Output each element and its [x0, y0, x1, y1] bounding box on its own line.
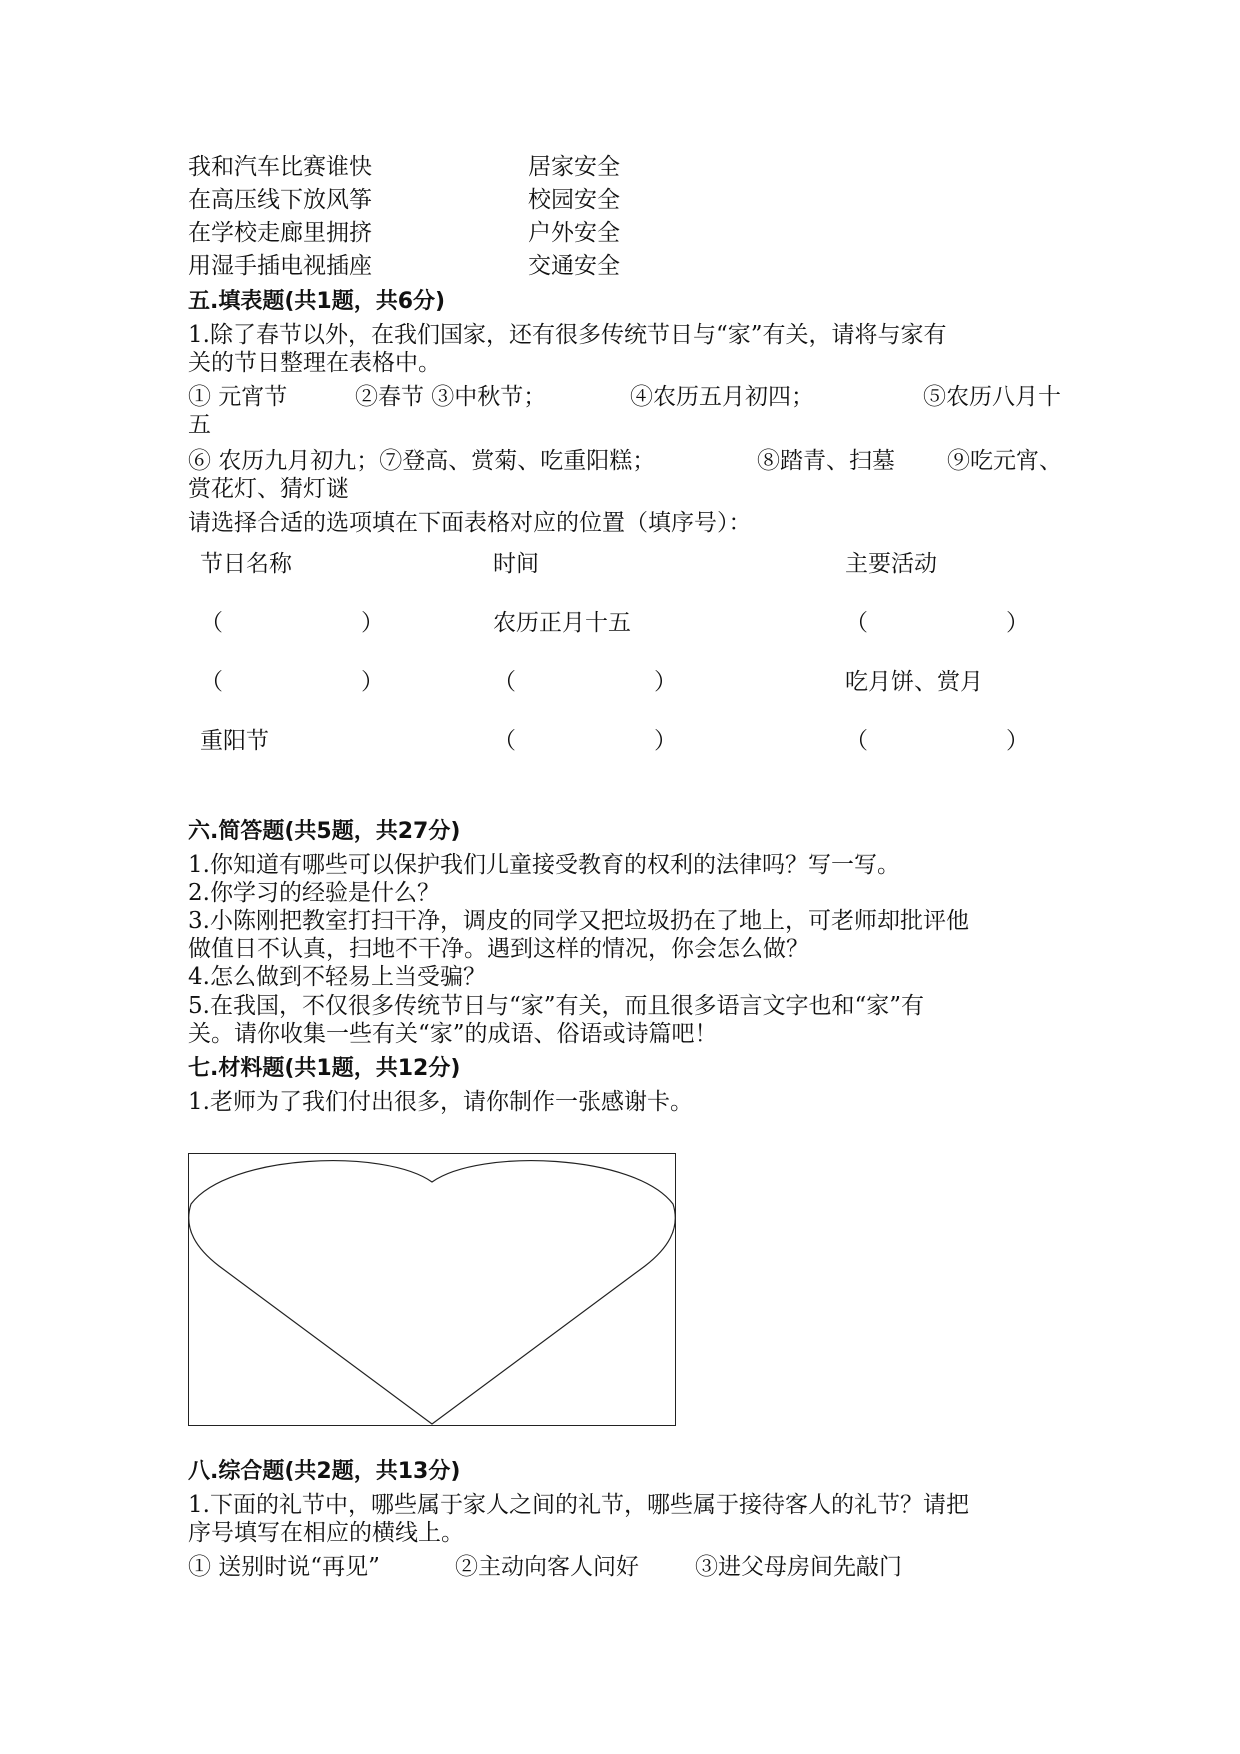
s6-line-5: 4.怎么做到不轻易上当受骗？ — [188, 964, 486, 990]
table-cell-r1-name[interactable]: （ ） — [200, 610, 384, 636]
table-cell-r2-time[interactable]: （ ） — [493, 669, 677, 695]
s5-option-9: ⑨吃元宵、 — [947, 448, 1062, 474]
match-left-3: 在学校走廊里拥挤 — [188, 220, 372, 246]
section-6-title: 六.简答题(共5题，共27分) — [188, 819, 461, 844]
table-header-name: 节日名称 — [200, 551, 292, 577]
s8-option-2: ②主动向客人问好 — [455, 1554, 639, 1580]
table-header-time: 时间 — [493, 551, 539, 577]
s5-instruction: 请选择合适的选项填在下面表格对应的位置（填序号）： — [188, 510, 752, 536]
s5-question-line-1: 1.除了春节以外，在我们国家，还有很多传统节日与“家”有关，请将与家有 — [188, 322, 947, 348]
s5-option-8: ⑧踏青、扫墓 — [757, 448, 895, 474]
s7-question: 1.老师为了我们付出很多，请你制作一张感谢卡。 — [188, 1089, 693, 1115]
s5-option-4: ④农历五月初四； — [630, 384, 814, 410]
match-left-4: 用湿手插电视插座 — [188, 253, 372, 279]
match-left-1: 我和汽车比赛谁快 — [188, 154, 372, 180]
table-cell-r2-name[interactable]: （ ） — [200, 669, 384, 695]
section-8-title: 八.综合题(共2题，共13分) — [188, 1459, 461, 1484]
thank-you-card-frame — [188, 1153, 676, 1426]
section-5-title: 五.填表题(共1题，共6分) — [188, 289, 446, 314]
s5-option-5: ⑤农历八月十 — [923, 384, 1061, 410]
section-7-title: 七.材料题(共1题，共12分) — [188, 1056, 461, 1081]
heart-outline-icon — [189, 1154, 675, 1425]
s8-option-1: ① 送别时说“再见” — [188, 1554, 380, 1580]
s6-line-6: 5.在我国，不仅很多传统节日与“家”有关，而且很多语言文字也和“家”有 — [188, 993, 924, 1019]
s5-option-1: ① 元宵节 — [188, 384, 288, 410]
table-header-activity: 主要活动 — [845, 551, 937, 577]
table-cell-r3-activity[interactable]: （ ） — [845, 728, 1029, 754]
s8-question-line-1: 1.下面的礼节中，哪些属于家人之间的礼节，哪些属于接待客人的礼节？请把 — [188, 1492, 969, 1518]
table-cell-r1-activity[interactable]: （ ） — [845, 610, 1029, 636]
s6-line-2: 2.你学习的经验是什么？ — [188, 880, 440, 906]
table-cell-r3-time[interactable]: （ ） — [493, 728, 677, 754]
match-right-2: 校园安全 — [528, 187, 620, 213]
match-right-4: 交通安全 — [528, 253, 620, 279]
s6-line-3: 3.小陈刚把教室打扫干净，调皮的同学又把垃圾扔在了地上，可老师却批评他 — [188, 908, 969, 934]
s6-line-1: 1.你知道有哪些可以保护我们儿童接受教育的权利的法律吗？写一写。 — [188, 852, 900, 878]
s8-option-3: ③进父母房间先敲门 — [695, 1554, 902, 1580]
table-cell-r2-activity: 吃月饼、赏月 — [845, 669, 983, 695]
table-cell-r3-name: 重阳节 — [200, 728, 269, 754]
s5-option-2-3: ②春节 ③中秋节； — [355, 384, 547, 410]
table-cell-r1-time: 农历正月十五 — [493, 610, 631, 636]
match-right-1: 居家安全 — [528, 154, 620, 180]
s5-option-5-cont: 五 — [188, 412, 211, 438]
s6-line-7: 关。请你收集一些有关“家”的成语、俗语或诗篇吧！ — [188, 1021, 718, 1047]
match-right-3: 户外安全 — [528, 220, 620, 246]
s6-line-4: 做值日不认真，扫地不干净。遇到这样的情况，你会怎么做？ — [188, 936, 809, 962]
match-left-2: 在高压线下放风筝 — [188, 187, 372, 213]
s5-question-line-2: 关的节日整理在表格中。 — [188, 350, 441, 376]
s5-option-9-cont: 赏花灯、猜灯谜 — [188, 476, 349, 502]
s5-option-6-7: ⑥ 农历九月初九；⑦登高、赏菊、吃重阳糕； — [188, 448, 656, 474]
s8-question-line-2: 序号填写在相应的横线上。 — [188, 1520, 464, 1546]
